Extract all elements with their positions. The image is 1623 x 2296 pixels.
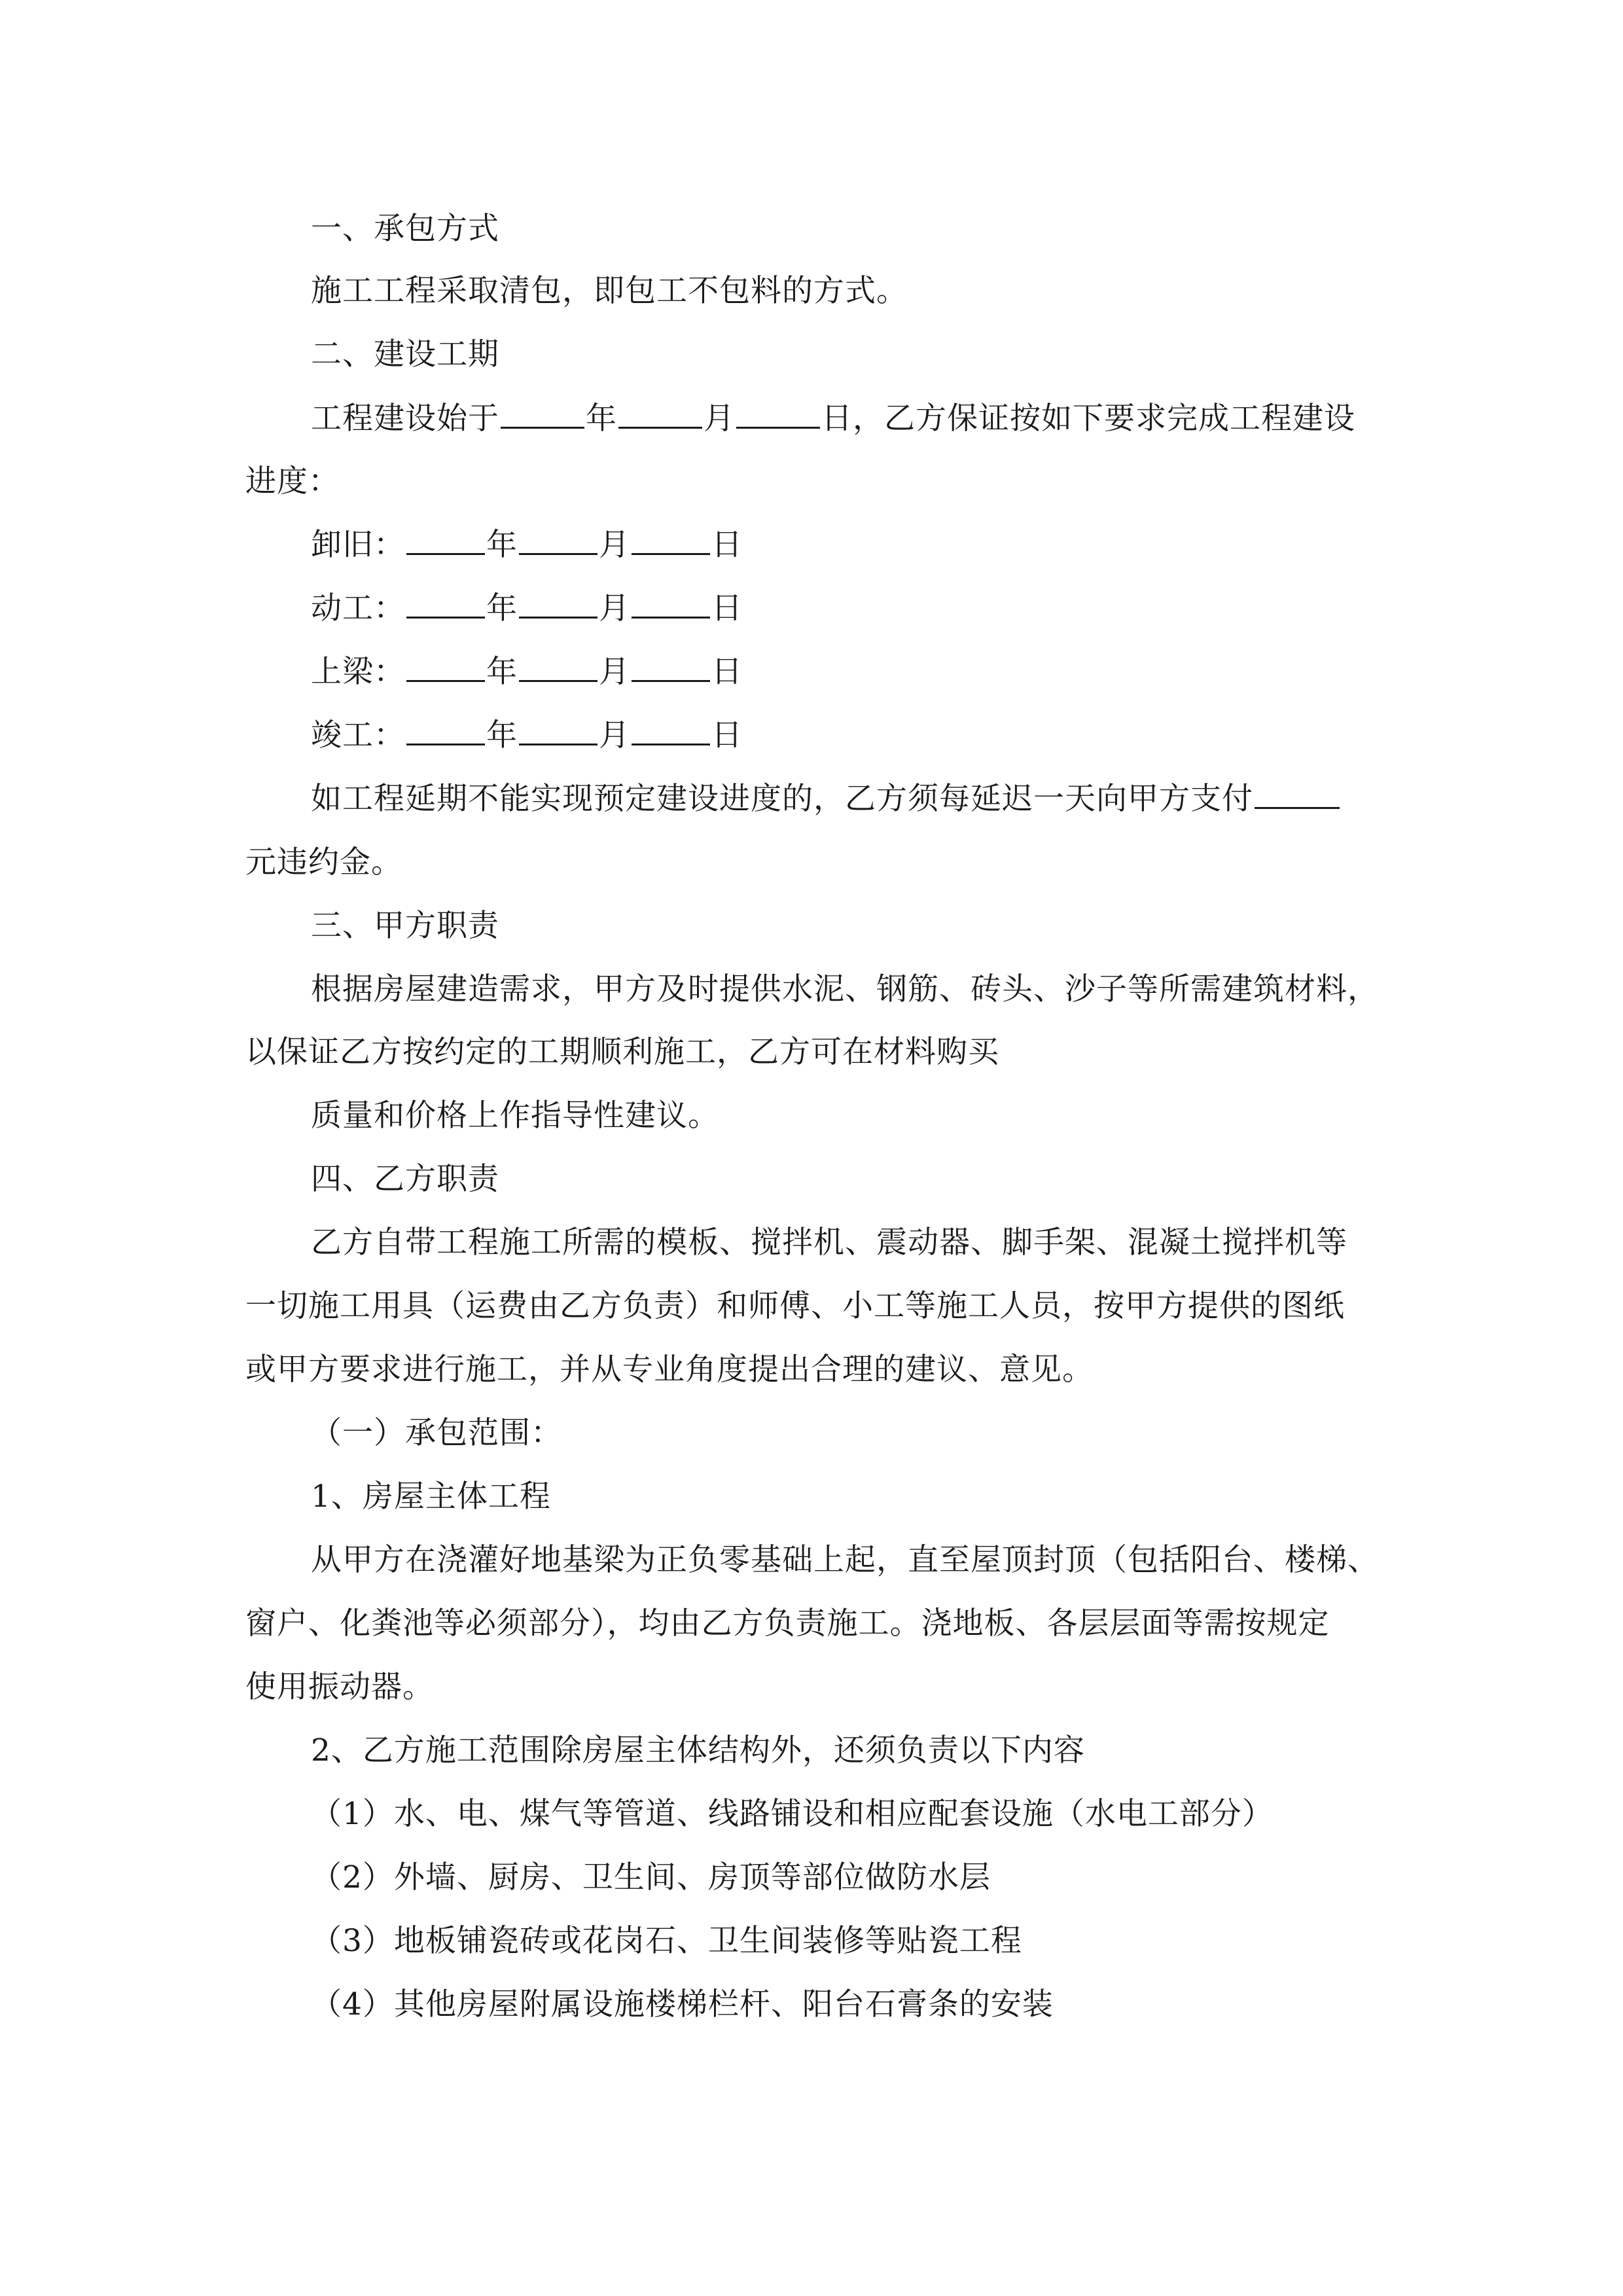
section-2-intro-cont: 进度： — [245, 463, 340, 499]
section-3-heading: 三、甲方职责 — [311, 908, 499, 944]
milestone-year-blank[interactable] — [406, 590, 485, 619]
item-2-heading: 2、乙方施工范围除房屋主体结构外，还须负责以下内容 — [311, 1732, 1085, 1768]
milestone-year-blank[interactable] — [406, 654, 485, 682]
milestone-year-blank[interactable] — [406, 717, 485, 745]
milestone-day-blank[interactable] — [632, 717, 710, 745]
intro-month: 月 — [704, 401, 735, 437]
item-1-line-3: 使用振动器。 — [245, 1669, 434, 1705]
milestone-month: 月 — [599, 654, 630, 690]
scope-heading: （一）承包范围： — [311, 1415, 562, 1451]
milestone-year: 年 — [486, 590, 518, 626]
milestone-day-blank[interactable] — [632, 527, 710, 555]
milestone-row — [311, 716, 1450, 755]
penalty-amount-blank[interactable] — [1255, 781, 1340, 809]
item-1-line-2: 窗户、化粪池等必须部分），均由乙方负责施工。浇地板、各层层面等需按规定 — [245, 1605, 1330, 1641]
start-day-blank[interactable] — [736, 401, 820, 429]
section-4-line-2: 一切施工用具（运费由乙方负责）和师傅、小工等施工人员，按甲方提供的图纸 — [245, 1288, 1345, 1324]
milestone-month-blank[interactable] — [519, 654, 597, 682]
start-year-blank[interactable] — [501, 401, 584, 429]
milestone-day: 日 — [711, 654, 743, 690]
milestone-row — [311, 589, 1450, 628]
milestone-year: 年 — [486, 717, 518, 753]
sub-item-1: （1）水、电、煤气等管道、线路铺设和相应配套设施（水电工部分） — [311, 1796, 1274, 1832]
section-3-line-1: 根据房屋建造需求，甲方及时提供水泥、钢筋、砖头、沙子等所需建筑材料， — [311, 971, 1379, 1007]
penalty-text-a: 如工程延期不能实现预定建设进度的，乙方须每延迟一天向甲方支付 — [311, 781, 1253, 817]
item-1-line-1: 从甲方在浇灌好地基梁为正负零基础上起，直至屋顶封顶（包括阳台、楼梯、 — [311, 1542, 1379, 1578]
sub-item-4: （4）其他房屋附属设施楼梯栏杆、阳台石膏条的安装 — [311, 1986, 1054, 2022]
milestone-label: 动工： — [311, 590, 405, 626]
section-3-line-3: 质量和价格上作指导性建议。 — [311, 1098, 719, 1134]
intro-text-a: 工程建设始于 — [311, 401, 499, 437]
milestone-year: 年 — [486, 527, 518, 563]
penalty-clause-cont: 元违约金。 — [245, 844, 402, 880]
section-1-heading: 一、承包方式 — [311, 211, 499, 247]
milestone-day-blank[interactable] — [632, 654, 710, 682]
milestone-month: 月 — [599, 590, 630, 626]
item-1-heading: 1、房屋主体工程 — [311, 1479, 551, 1515]
section-3-line-2: 以保证乙方按约定的工期顺利施工，乙方可在材料购买 — [245, 1034, 999, 1070]
milestone-day: 日 — [711, 590, 743, 626]
section-2-heading: 二、建设工期 — [311, 336, 499, 372]
milestone-month-blank[interactable] — [519, 527, 597, 555]
milestone-label: 上梁： — [311, 654, 405, 690]
section-4-line-1: 乙方自带工程施工所需的模板、搅拌机、震动器、脚手架、混凝土搅拌机等 — [311, 1225, 1347, 1261]
milestone-row — [311, 526, 1450, 565]
section-4-heading: 四、乙方职责 — [311, 1161, 499, 1197]
start-month-blank[interactable] — [618, 401, 702, 429]
milestone-year-blank[interactable] — [406, 527, 485, 555]
section-1-text: 施工工程采取清包，即包工不包料的方式。 — [311, 273, 908, 309]
intro-text-b: 日，乙方保证按如下要求完成工程建设 — [821, 401, 1355, 437]
sub-item-2: （2）外墙、厨房、卫生间、房顶等部位做防水层 — [311, 1859, 991, 1895]
milestone-day-blank[interactable] — [632, 590, 710, 619]
section-2-intro — [311, 399, 1450, 439]
penalty-clause — [311, 780, 1450, 819]
milestone-day: 日 — [711, 527, 743, 563]
milestone-year: 年 — [486, 654, 518, 690]
milestone-label: 卸旧： — [311, 527, 405, 563]
milestone-month: 月 — [599, 527, 630, 563]
milestone-month-blank[interactable] — [519, 717, 597, 745]
sub-item-3: （3）地板铺瓷砖或花岗石、卫生间装修等贴瓷工程 — [311, 1923, 1022, 1959]
milestone-month: 月 — [599, 717, 630, 753]
section-4-line-3: 或甲方要求进行施工，并从专业角度提出合理的建议、意见。 — [245, 1352, 1094, 1388]
intro-year: 年 — [586, 401, 617, 437]
milestone-row — [311, 653, 1450, 692]
milestone-label: 竣工： — [311, 717, 405, 753]
milestone-day: 日 — [711, 717, 743, 753]
milestone-month-blank[interactable] — [519, 590, 597, 619]
